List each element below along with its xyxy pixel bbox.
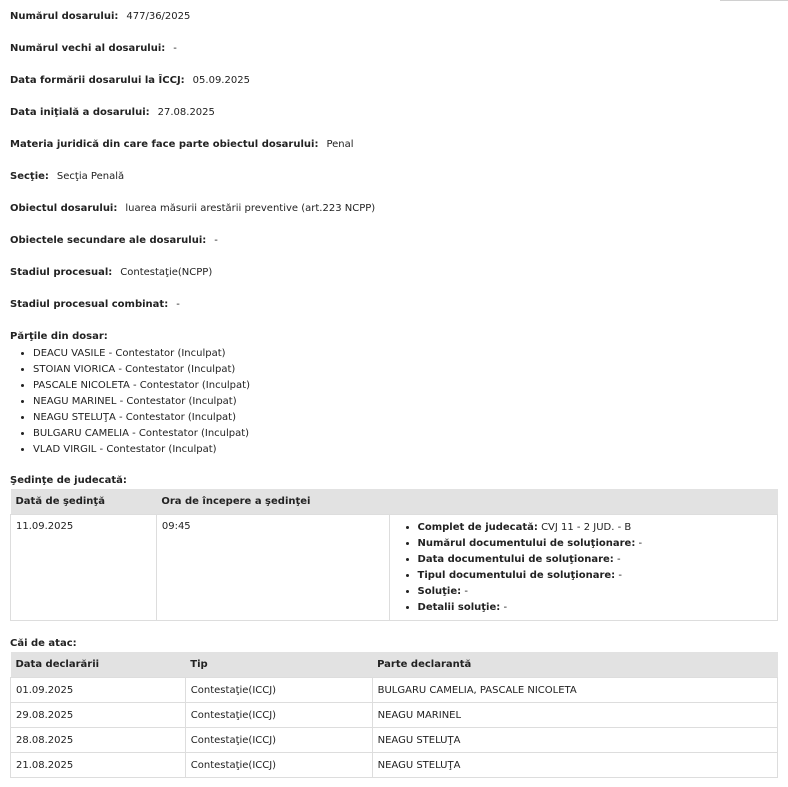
table-row xyxy=(11,728,778,753)
list-item: • NEAGU STELUŢA - Contestator (Inculpat) xyxy=(33,410,250,426)
list-item: • VLAD VIRGIL - Contestator (Inculpat) xyxy=(33,442,250,458)
cell-type: Contestaţie(ICCJ) xyxy=(185,678,372,703)
detail-item xyxy=(418,536,777,552)
field-label: Data iniţială a dosarului: xyxy=(10,107,150,118)
column-header-date: Dată de şedinţă xyxy=(11,489,157,515)
hearing-time: 09:45 xyxy=(156,515,389,621)
field-combined-stage xyxy=(10,298,180,312)
detail-value: - xyxy=(464,586,468,597)
cell-type: Contestaţie(ICCJ) xyxy=(185,753,372,778)
table-row xyxy=(11,515,778,621)
parties-title: Părţile din dosar: xyxy=(10,331,108,342)
field-label: Stadiul procesual: xyxy=(10,267,113,278)
table-header-row xyxy=(11,489,778,515)
list-item: • STOIAN VIORICA - Contestator (Inculpat) xyxy=(33,362,250,378)
parties-list xyxy=(10,346,250,458)
list-item: • DEACU VASILE - Contestator (Inculpat) xyxy=(33,346,250,362)
table-row xyxy=(11,703,778,728)
detail-label: Data documentului de soluţionare: xyxy=(417,554,614,565)
detail-label: Soluţie: xyxy=(417,586,462,597)
field-label: Numărul dosarului: xyxy=(10,11,119,22)
field-value: 27.08.2025 xyxy=(157,107,215,118)
field-label: Stadiul procesual combinat: xyxy=(10,299,169,310)
field-label: Obiectul dosarului: xyxy=(10,203,118,214)
field-value: - xyxy=(214,235,218,246)
cell-party: NEAGU STELUŢA xyxy=(372,728,777,753)
cell-date: 29.08.2025 xyxy=(11,703,186,728)
detail-label: Complet de judecată: xyxy=(417,522,538,533)
cell-date: 01.09.2025 xyxy=(11,678,186,703)
list-item: • PASCALE NICOLETA - Contestator (Inculpat) xyxy=(33,378,250,394)
field-procedural-stage xyxy=(10,266,212,280)
cell-type: Contestaţie(ICCJ) xyxy=(185,728,372,753)
field-formation-date xyxy=(10,74,250,88)
detail-value: - xyxy=(503,602,508,613)
field-label: Secţie: xyxy=(10,171,49,182)
detail-item xyxy=(418,584,777,600)
column-header-time: Ora de începere a şedinţei xyxy=(156,489,389,515)
cell-date: 21.08.2025 xyxy=(11,753,186,778)
field-value: luarea măsurii arestării preventive (art.223 NCPP) xyxy=(125,203,376,214)
field-initial-date xyxy=(10,106,215,120)
column-header-declaration-date: Data declarării xyxy=(11,652,186,678)
table-row xyxy=(11,678,778,703)
cell-party: BULGARU CAMELIA, PASCALE NICOLETA xyxy=(372,678,777,703)
detail-value: - xyxy=(618,570,622,581)
field-value: Penal xyxy=(326,139,354,150)
field-value: 05.09.2025 xyxy=(192,75,250,86)
field-value: - xyxy=(173,43,177,54)
hearing-date: 11.09.2025 xyxy=(11,515,157,621)
detail-value: - xyxy=(638,538,643,549)
detail-item xyxy=(418,568,777,584)
field-section xyxy=(10,170,124,184)
list-item: • NEAGU MARINEL - Contestator (Inculpat) xyxy=(33,394,250,410)
detail-item xyxy=(418,552,777,568)
table-header-row xyxy=(11,652,778,678)
column-header-type: Tip xyxy=(185,652,372,678)
detail-value: - xyxy=(616,554,621,565)
detail-label: Detalii soluţie: xyxy=(417,602,501,613)
cell-date: 28.08.2025 xyxy=(11,728,186,753)
detail-label: Tipul documentului de soluţionare: xyxy=(417,570,616,581)
hearings-title: Şedinţe de judecată: xyxy=(10,475,127,486)
field-case-object xyxy=(10,202,375,216)
appeals-table xyxy=(10,652,778,778)
field-case-number xyxy=(10,10,190,24)
hearings-table xyxy=(10,489,778,621)
field-label: Data formării dosarului la ÎCCJ: xyxy=(10,75,185,86)
top-divider xyxy=(720,0,788,1)
field-value: - xyxy=(176,299,180,310)
field-label: Obiectele secundare ale dosarului: xyxy=(10,235,207,246)
field-old-case-number xyxy=(10,42,177,56)
detail-item xyxy=(418,600,777,616)
field-value: Secţia Penală xyxy=(56,171,125,182)
cell-party: NEAGU MARINEL xyxy=(372,703,777,728)
field-value: 477/36/2025 xyxy=(126,11,191,22)
field-label: Numărul vechi al dosarului: xyxy=(10,43,166,54)
field-label: Materia juridică din care face parte obiectul dosarului: xyxy=(10,139,319,150)
field-value: Contestaţie(NCPP) xyxy=(120,267,213,278)
field-secondary-objects xyxy=(10,234,218,248)
cell-party: NEAGU STELUŢA xyxy=(372,753,777,778)
cell-type: Contestaţie(ICCJ) xyxy=(185,703,372,728)
column-header-declaring-party: Parte declarantă xyxy=(372,652,777,678)
detail-value: CVJ 11 - 2 JUD. - B xyxy=(541,522,632,533)
hearing-details xyxy=(389,515,777,621)
field-legal-matter xyxy=(10,138,354,152)
column-header-details xyxy=(389,489,777,515)
detail-item xyxy=(418,520,777,536)
appeals-title: Căi de atac: xyxy=(10,638,77,649)
table-row xyxy=(11,753,778,778)
list-item: • BULGARU CAMELIA - Contestator (Inculpat) xyxy=(33,426,250,442)
detail-label: Numărul documentului de soluţionare: xyxy=(417,538,636,549)
